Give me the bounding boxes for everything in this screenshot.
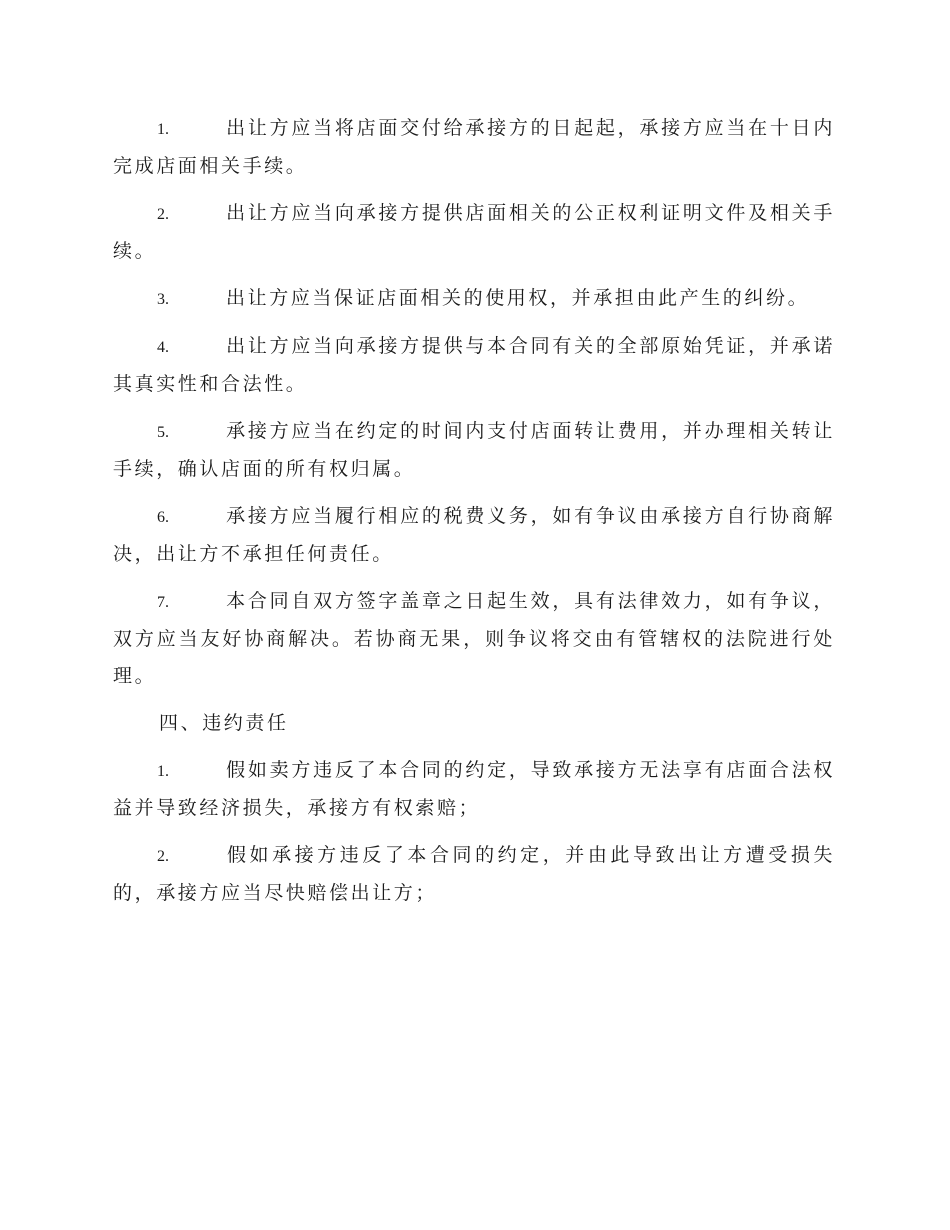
clause-item-7 (113, 583, 835, 695)
clause-item-3 (113, 280, 835, 318)
clause-number: 3. (157, 291, 169, 308)
clause-number: 5. (157, 424, 169, 441)
clause-item-4 (113, 328, 835, 403)
clause-item-2 (113, 195, 835, 270)
clause-text: 假如卖方违反了本合同的约定，导致承接方无法享有店面合法权益并导致经济损失，承接方有权索赔； (113, 759, 835, 819)
clause-text: 本合同自双方签字盖章之日起生效，具有法律效力，如有争议，双方应当友好协商解决。若协商无果，则争议将交由有管辖权的法院进行处理。 (113, 590, 835, 687)
clause-number: 2. (157, 206, 169, 223)
clause-number: 1. (157, 121, 169, 138)
section-heading: 四、违约责任 (159, 712, 289, 734)
clause-text: 假如承接方违反了本合同的约定，并由此导致出让方遭受损失的，承接方应当尽快赔偿出让方； (113, 844, 835, 904)
document-body (113, 110, 835, 922)
liability-item-2 (113, 837, 835, 912)
clause-number: 2. (157, 848, 169, 865)
clause-item-6 (113, 498, 835, 573)
clause-text: 承接方应当在约定的时间内支付店面转让费用，并办理相关转让手续，确认店面的所有权归属。 (113, 420, 835, 480)
clause-number: 6. (157, 509, 169, 526)
clause-item-5 (113, 413, 835, 488)
clause-item-1 (113, 110, 835, 185)
clause-number: 1. (157, 763, 169, 780)
liability-item-1 (113, 752, 835, 827)
clause-text: 出让方应当向承接方提供与本合同有关的全部原始凭证，并承诺其真实性和合法性。 (113, 335, 835, 395)
clause-text: 承接方应当履行相应的税费义务，如有争议由承接方自行协商解决，出让方不承担任何责任。 (113, 505, 835, 565)
clause-number: 4. (157, 339, 169, 356)
clause-text: 出让方应当将店面交付给承接方的日起起，承接方应当在十日内完成店面相关手续。 (113, 117, 835, 177)
clause-text: 出让方应当向承接方提供店面相关的公正权利证明文件及相关手续。 (113, 202, 835, 262)
clause-text: 出让方应当保证店面相关的使用权，并承担由此产生的纠纷。 (226, 287, 810, 309)
clause-number: 7. (157, 594, 169, 611)
